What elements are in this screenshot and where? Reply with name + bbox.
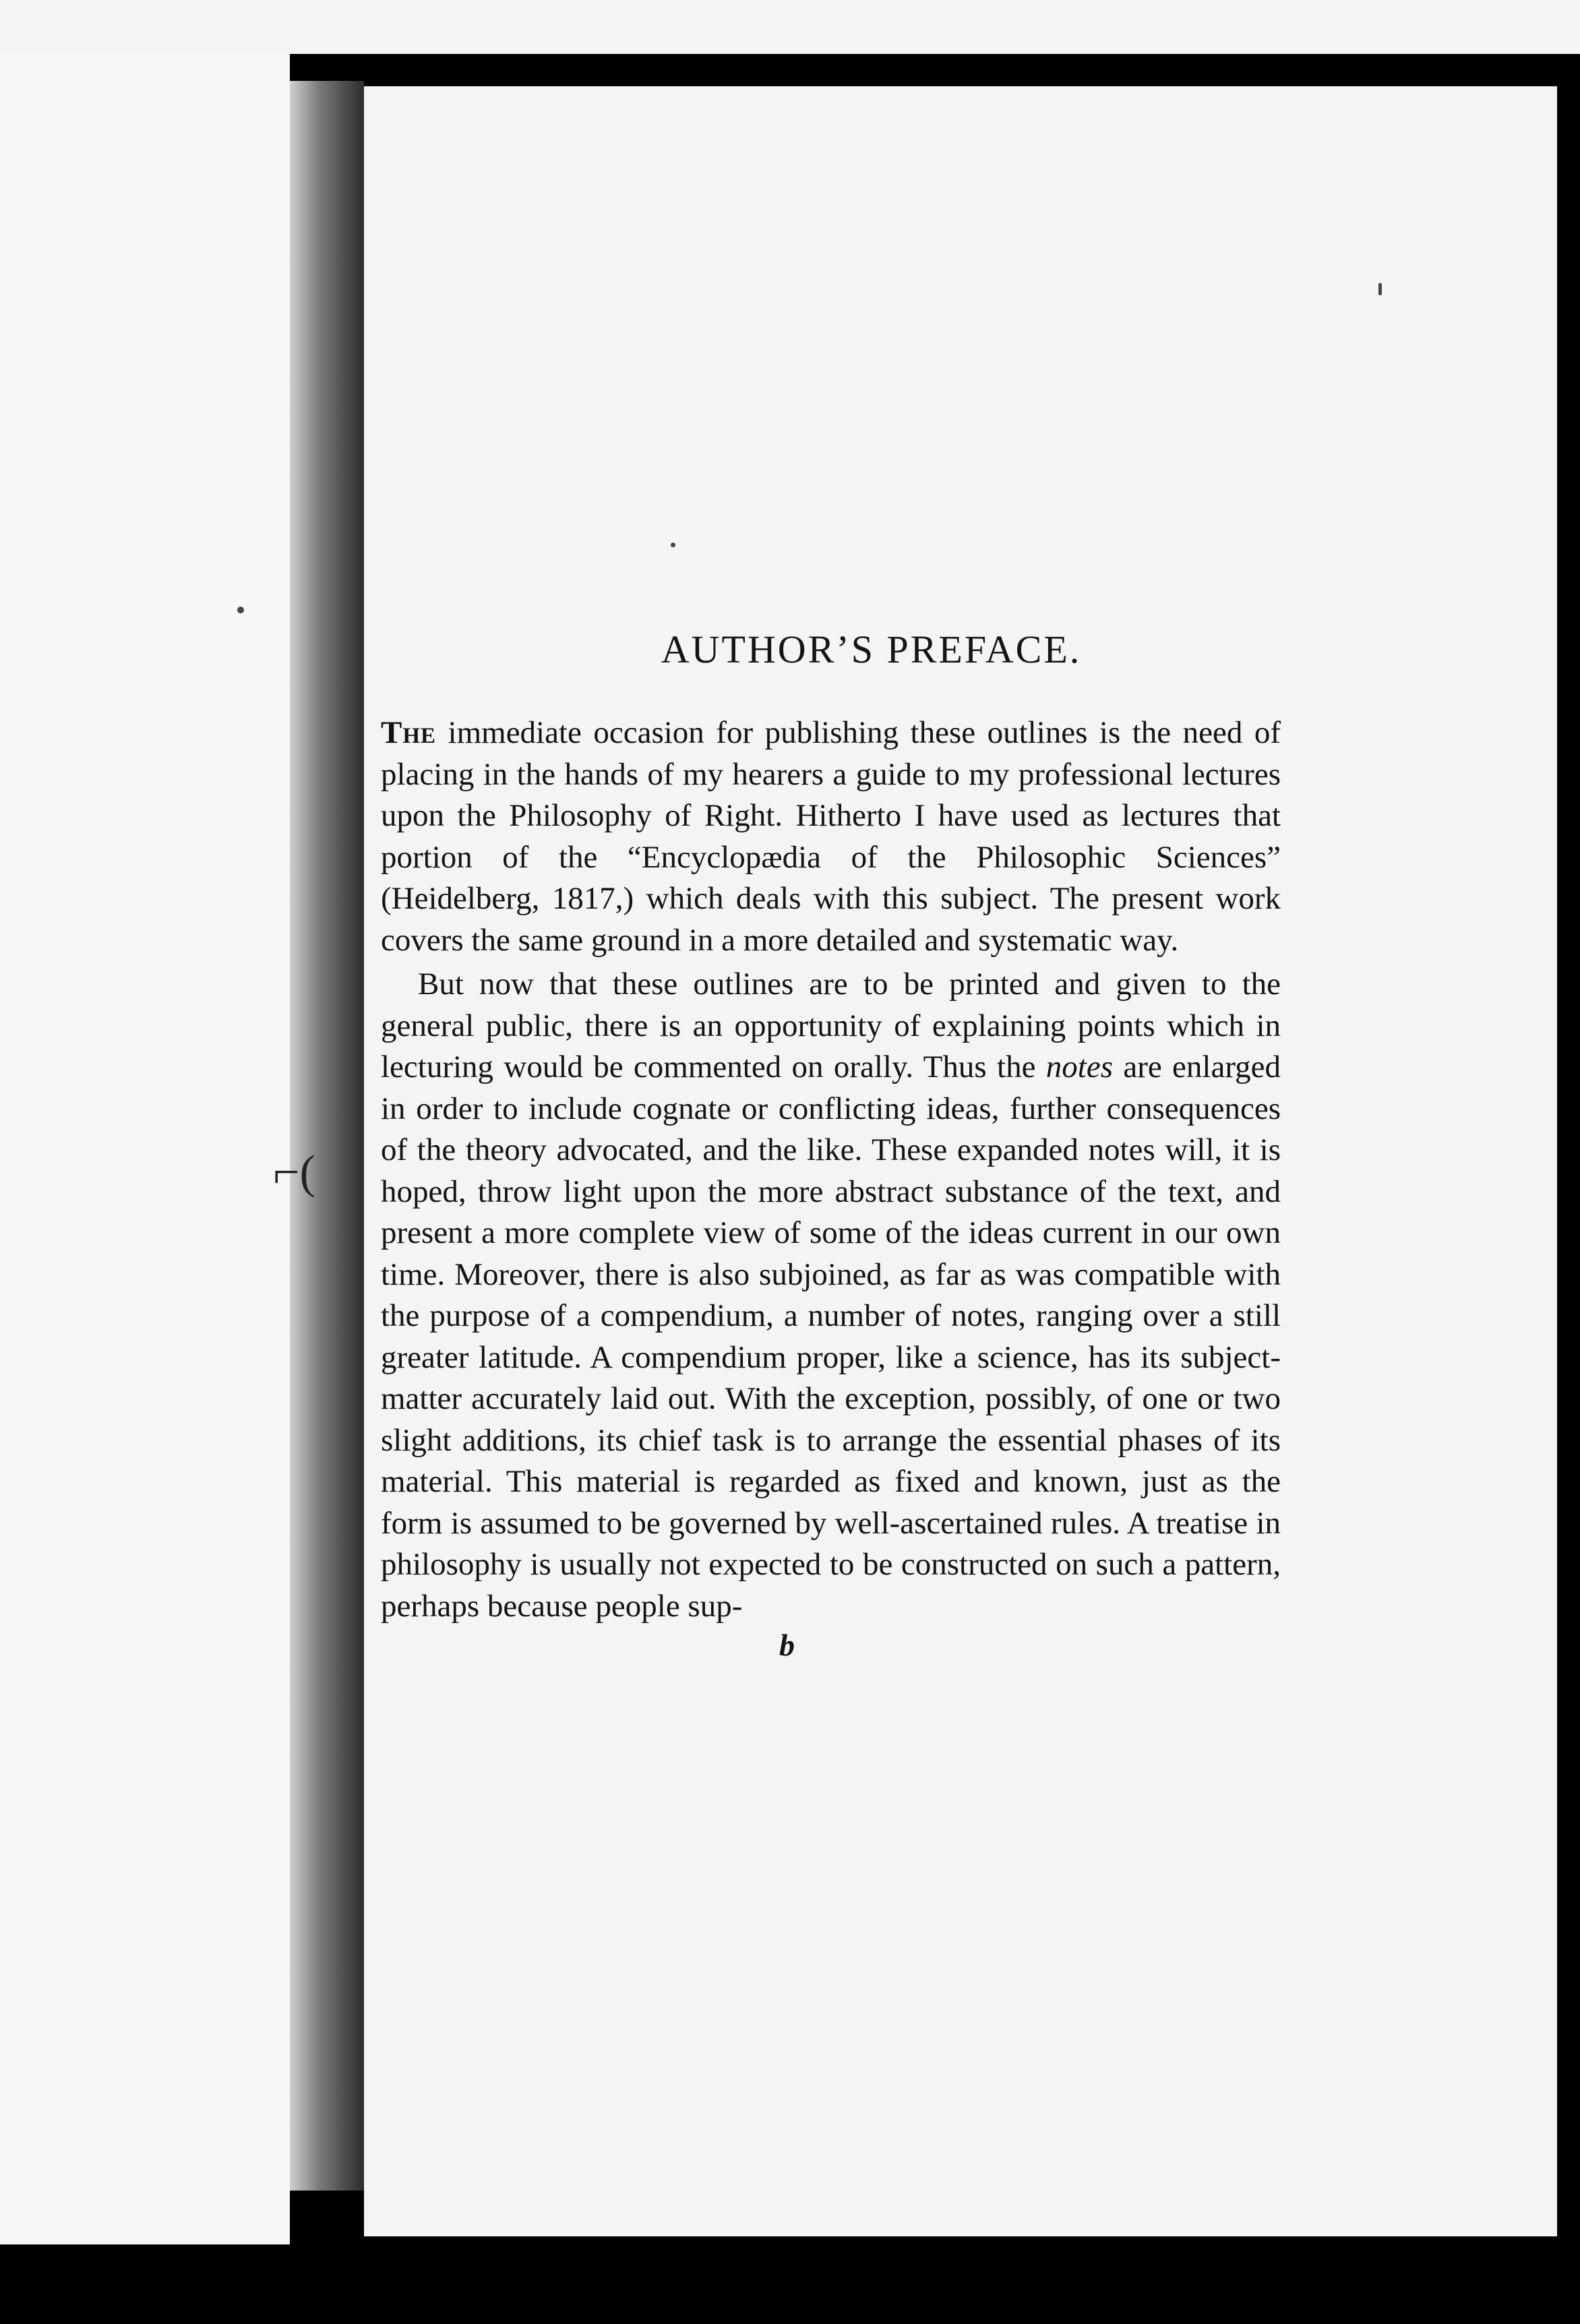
scan-speck	[1378, 283, 1382, 295]
paragraph-1-text: immediate occasion for publishing these outlines is the need of placing in the hands of my hearers a guide to my professional lectures upon the Philosophy of Right. Hitherto I have used as lectures that portion of the “Encyclopædia of the Philosophic Sciences” (Heidelberg, 1817,) which deals with this subject. The present work covers the same ground in a more detailed and systematic way.	[381, 715, 1281, 958]
scan-speck	[671, 543, 675, 547]
margin-pencil-mark: ⌐(	[273, 1146, 315, 1198]
gutter-shadow	[290, 81, 364, 2191]
page-title: AUTHOR’S PREFACE.	[661, 628, 1082, 671]
paragraph-2	[381, 964, 1281, 1627]
paragraph-1-lead-word: The	[381, 715, 437, 750]
paragraph-1	[381, 712, 1281, 961]
page-text-block	[381, 627, 1281, 1663]
scan-top-band	[0, 0, 1580, 54]
signature-mark: b	[779, 1628, 795, 1662]
scan-speck	[237, 607, 244, 613]
paragraph-2-text-after: are enlarged in order to include cognate or conflicting ideas, further consequences of the theory advocated, and the like. These expanded notes will, it is hoped, throw light upon the more abstract substance of the text, and present a more complete view of some of the ideas current in our own time. Moreover, there is also subjoined, as far as was compatible with the purpose of a compendium, a number of notes, ranging over a still greater latitude. A compendium proper, like a science, has its subject-matter accurately laid out. With the exception, possibly, of one or two slight additions, its chief task is to arrange the essential phases of its material. This material is regarded as fixed and known, just as the form is assumed to be governed by well-ascertained rules. A treatise in philosophy is usually not expected to be constructed on such a pattern, perhaps because people sup-	[381, 1049, 1281, 1624]
paragraph-2-emphasis: notes	[1045, 1049, 1113, 1084]
paragraph-2-text-before: But now that these outlines are to be printed and given to the general public, there is an opportunity of explaining points which in lecturing would be commented on orally. Thus the	[381, 967, 1281, 1084]
facing-blank-page	[0, 54, 290, 2244]
